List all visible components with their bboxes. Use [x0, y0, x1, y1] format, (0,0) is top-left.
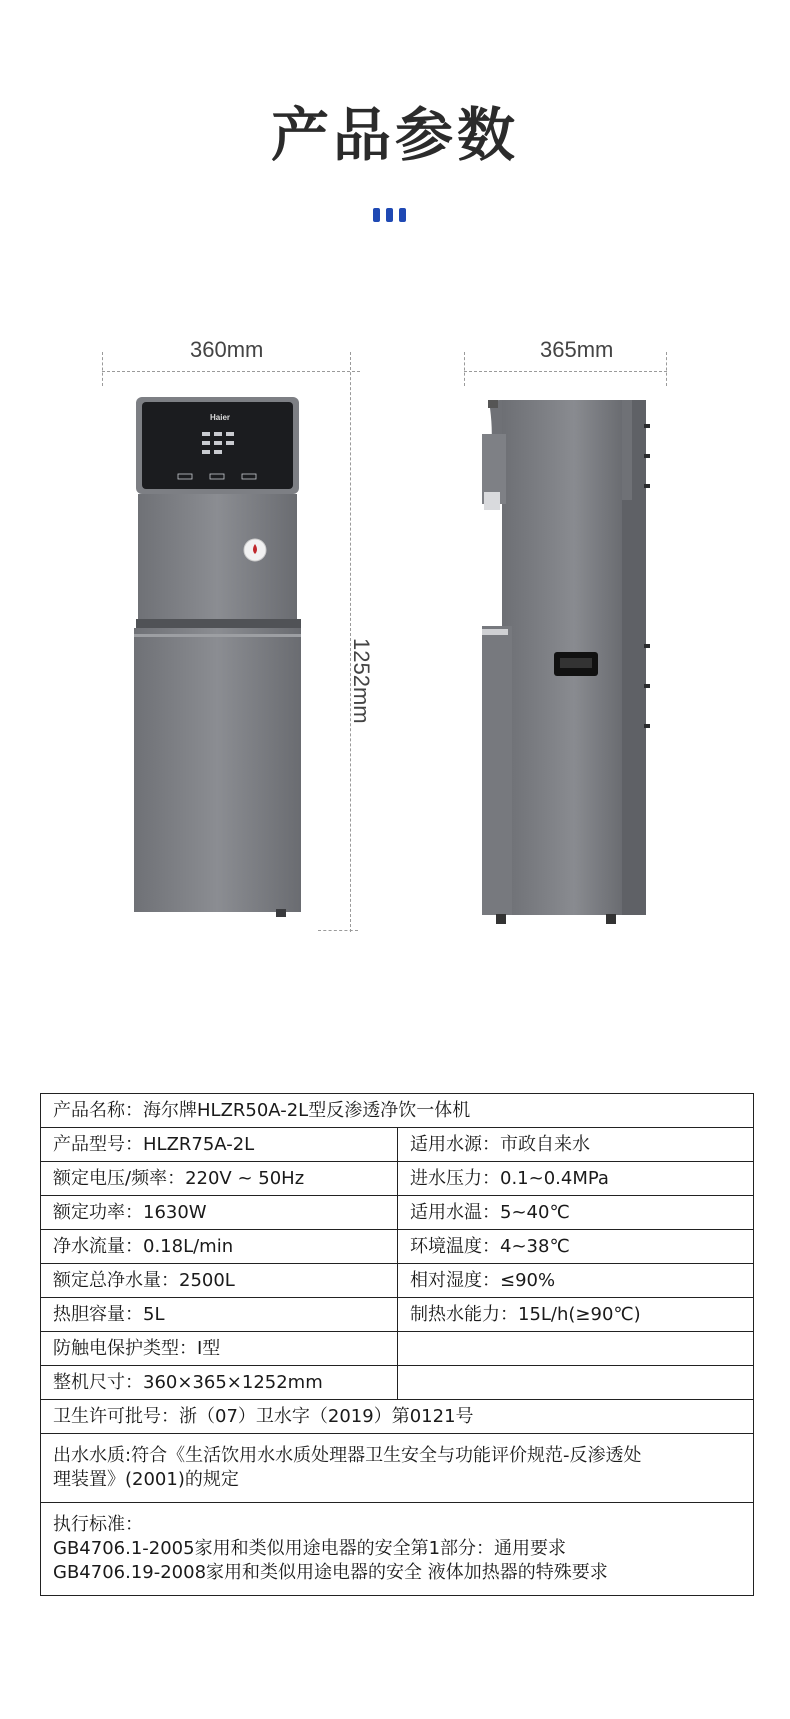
page-title: 产品参数	[270, 101, 519, 169]
standards-line: GB4706.1-2005家用和类似用途电器的安全第1部分：通用要求	[53, 1538, 567, 1559]
standards-line: 执行标准：	[53, 1514, 143, 1535]
decoration-dot	[373, 208, 380, 222]
height-label: 1252mm	[349, 638, 374, 724]
spec-product-name: 产品名称：海尔牌HLZR50A-2L型反渗透净饮一体机	[53, 1099, 471, 1121]
table-row	[41, 1162, 753, 1196]
table-row	[41, 1264, 753, 1298]
product-front-view	[128, 394, 308, 919]
table-row	[41, 1298, 753, 1332]
spec-cell	[398, 1366, 753, 1399]
width-label: 360mm	[190, 337, 264, 362]
spec-cell: 适用水源：市政自来水	[410, 1133, 590, 1155]
spec-cell: 进水压力：0.1~0.4MPa	[410, 1167, 609, 1189]
product-side-view	[476, 394, 666, 929]
decoration-dot	[399, 208, 406, 222]
spec-cell: 相对湿度：≤90%	[410, 1269, 556, 1291]
spec-cell: 整机尺寸：360×365×1252mm	[41, 1366, 398, 1399]
width-dimension-line	[102, 371, 360, 372]
table-row	[41, 1230, 753, 1264]
spec-cell: 热胆容量：5L	[41, 1298, 398, 1331]
spec-cell	[398, 1332, 753, 1365]
depth-tick-left	[464, 352, 465, 386]
depth-label: 365mm	[540, 337, 614, 362]
spec-license: 卫生许可批号：浙（07）卫水字（2019）第0121号	[53, 1405, 474, 1427]
spec-row-name	[41, 1094, 753, 1128]
spec-cell: 额定电压/频率：220V ~ 50Hz	[41, 1162, 398, 1195]
spec-water-quality	[41, 1434, 753, 1502]
spec-cell: 防触电保护类型：I型	[41, 1332, 398, 1365]
spec-cell: 产品型号：HLZR75A-2L	[41, 1128, 398, 1161]
table-row	[41, 1128, 753, 1162]
table-row	[41, 1196, 753, 1230]
decoration-dot	[386, 208, 393, 222]
spec-cell: 额定功率：1630W	[41, 1196, 398, 1229]
brand-logo: Haier	[210, 413, 231, 422]
spec-row-license	[41, 1400, 753, 1434]
width-tick-left	[102, 352, 103, 386]
depth-tick-right	[666, 352, 667, 386]
standards-line: GB4706.19-2008家用和类似用途电器的安全 液体加热器的特殊要求	[53, 1562, 608, 1583]
height-tick-bottom	[318, 930, 358, 931]
table-row	[41, 1332, 753, 1366]
spec-cell: 额定总净水量：2500L	[41, 1264, 398, 1297]
spec-cell: 环境温度：4~38℃	[410, 1235, 570, 1257]
spec-table	[40, 1093, 754, 1596]
spec-standards	[41, 1503, 753, 1595]
spec-cell: 适用水温：5~40℃	[410, 1201, 570, 1223]
spec-cell: 制热水能力：15L/h(≥90℃)	[410, 1303, 641, 1325]
water-quality-line: 理装置》(2001)的规定	[53, 1469, 239, 1490]
spec-row-water-quality	[41, 1434, 753, 1503]
depth-dimension-line	[464, 371, 667, 372]
title-decoration	[373, 208, 413, 222]
spec-row-standards	[41, 1503, 753, 1595]
water-quality-line: 出水水质:符合《生活饮用水水质处理器卫生安全与功能评价规范-反渗透处	[53, 1445, 642, 1466]
spec-cell: 净水流量：0.18L/min	[41, 1230, 398, 1263]
table-row	[41, 1366, 753, 1400]
